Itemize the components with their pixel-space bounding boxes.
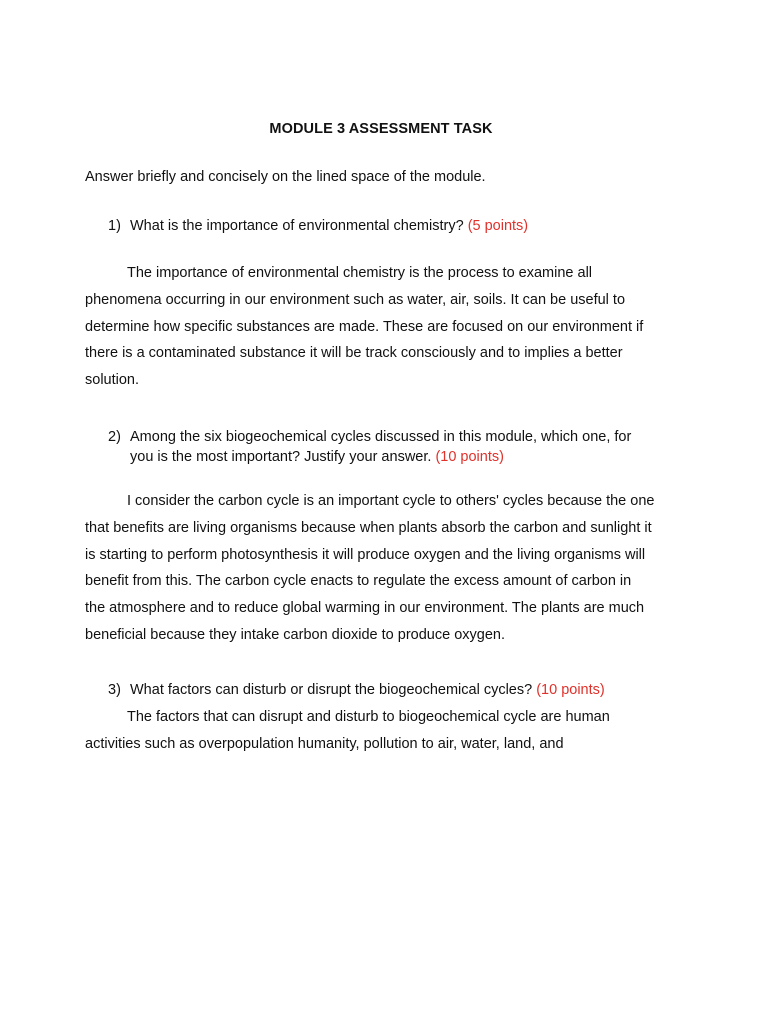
instructions-text: Answer briefly and concisely on the lined space of the module.	[85, 169, 486, 185]
answer-line: is starting to perform photosynthesis it will produce oxygen and the living organisms will	[85, 546, 646, 563]
question-text: What factors can disturb or disrupt the biogeochemical cycles?	[130, 682, 533, 698]
answer-1	[85, 260, 685, 394]
answer-3	[85, 704, 685, 758]
question-points: (5 points)	[467, 218, 529, 234]
question-points: (10 points)	[536, 682, 605, 698]
answer-line: I consider the carbon cycle is an important cycle to others' cycles because the one	[127, 493, 655, 509]
answer-line: activities such as overpopulation humanity, pollution to air, water, land, and	[85, 735, 564, 752]
answer-line: there is a contaminated substance it will be track consciously and to implies a better	[85, 345, 623, 362]
answer-line: determine how specific substances are made. These are focused on our environment if	[85, 318, 644, 335]
answer-line: the atmosphere and to reduce global warming in our environment. The plants are much	[85, 600, 645, 617]
question-3	[108, 682, 605, 698]
question-1	[108, 218, 528, 234]
question-number: 2)	[108, 429, 121, 445]
question-2	[108, 427, 631, 467]
answer-line: solution.	[85, 372, 140, 389]
answer-line: beneficial because they intake carbon dioxide to produce oxygen.	[85, 626, 505, 643]
answer-line: benefit from this. The carbon cycle enacts to regulate the excess amount of carbon in	[85, 573, 632, 590]
answer-line: that benefits are living organisms because when plants absorb the carbon and sunlight it	[85, 519, 652, 536]
question-number: 1)	[108, 218, 121, 234]
question-text-line-2: you is the most important? Justify your answer.	[130, 449, 432, 465]
answer-line: phenomena occurring in our environment such as water, air, soils. It can be useful to	[85, 291, 626, 308]
question-points: (10 points)	[435, 449, 504, 465]
question-number: 3)	[108, 682, 121, 698]
answer-line: The factors that can disrupt and disturb to biogeochemical cycle are human	[127, 709, 610, 725]
page-title: MODULE 3 ASSESSMENT TASK	[269, 121, 493, 137]
answer-line: The importance of environmental chemistry is the process to examine all	[127, 265, 593, 281]
question-text: What is the importance of environmental chemistry?	[130, 218, 464, 234]
answer-2	[85, 488, 685, 649]
question-text-line-2-wrap	[108, 447, 631, 467]
question-text-line-1: Among the six biogeochemical cycles discussed in this module, which one, for	[130, 429, 632, 445]
